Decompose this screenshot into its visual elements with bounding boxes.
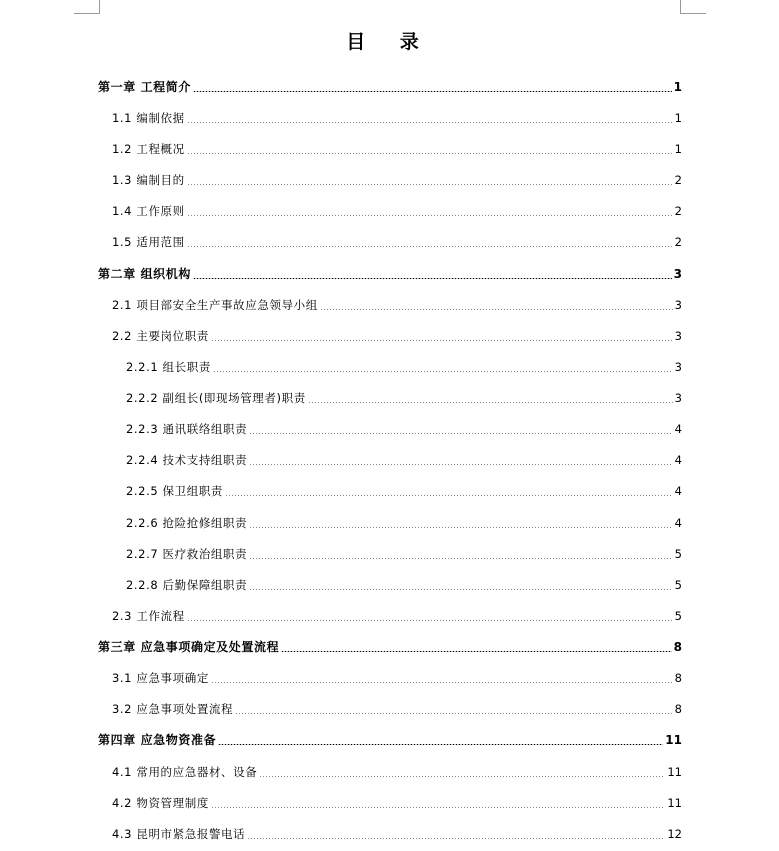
toc-entry-page-number: 12 bbox=[667, 827, 682, 841]
toc-entry-label: 4.3 昆明市紧急报警电话 bbox=[112, 827, 246, 841]
toc-entry-label: 第一章 工程简介 bbox=[98, 80, 191, 94]
toc-entry-label: 3.1 应急事项确定 bbox=[112, 671, 209, 685]
toc-entry-label: 2.2.6 抢险抢修组职责 bbox=[126, 516, 248, 530]
toc-entry-label: 2.2.4 技术支持组职责 bbox=[126, 453, 248, 467]
dot-leader bbox=[320, 309, 673, 310]
toc-entry[interactable] bbox=[112, 606, 682, 626]
toc-entry-label: 2.2 主要岗位职责 bbox=[112, 329, 209, 343]
toc-entry[interactable] bbox=[126, 544, 682, 564]
toc-entry-label: 2.2.7 医疗救治组职责 bbox=[126, 547, 248, 561]
dot-leader bbox=[213, 371, 673, 372]
dot-leader bbox=[193, 278, 672, 279]
dot-leader bbox=[249, 464, 672, 465]
toc-entry[interactable] bbox=[112, 108, 682, 128]
toc-entry-label: 2.3 工作流程 bbox=[112, 609, 185, 623]
toc-entry-page-number: 11 bbox=[665, 733, 682, 747]
dot-leader bbox=[187, 153, 673, 154]
toc-entry-label: 第三章 应急事项确定及处置流程 bbox=[98, 640, 280, 654]
toc-entry[interactable] bbox=[126, 575, 682, 595]
toc-entry-label: 1.2 工程概况 bbox=[112, 142, 185, 156]
toc-entry-label: 4.2 物资管理制度 bbox=[112, 796, 209, 810]
toc-entry-label: 4.1 常用的应急器材、设备 bbox=[112, 765, 258, 779]
toc-entry-page-number: 4 bbox=[674, 422, 682, 436]
toc-entry[interactable] bbox=[126, 419, 682, 439]
toc-entry[interactable] bbox=[112, 824, 682, 844]
toc-entry-label: 2.2.5 保卫组职责 bbox=[126, 484, 224, 498]
toc-entry-label: 2.2.2 副组长(即现场管理者)职责 bbox=[126, 391, 306, 405]
toc-entry[interactable] bbox=[112, 793, 682, 813]
toc-entry[interactable] bbox=[112, 668, 682, 688]
dot-leader bbox=[193, 91, 672, 92]
dot-leader bbox=[247, 838, 665, 839]
corner-mark-right-h bbox=[680, 13, 706, 14]
toc-entry-page-number: 3 bbox=[673, 267, 682, 281]
toc-entry[interactable] bbox=[98, 77, 682, 97]
dot-leader bbox=[187, 215, 673, 216]
toc-entry-page-number: 4 bbox=[674, 453, 682, 467]
dot-leader bbox=[225, 495, 673, 496]
toc-entry[interactable] bbox=[98, 264, 682, 284]
toc-entry-page-number: 5 bbox=[674, 547, 682, 561]
toc-entry[interactable] bbox=[112, 295, 682, 315]
toc-entry[interactable] bbox=[112, 762, 682, 782]
dot-leader bbox=[249, 433, 672, 434]
toc-entry-page-number: 4 bbox=[674, 516, 682, 530]
toc-entry-page-number: 3 bbox=[674, 298, 682, 312]
dot-leader bbox=[187, 246, 673, 247]
dot-leader bbox=[249, 589, 672, 590]
dot-leader bbox=[218, 744, 663, 745]
dot-leader bbox=[211, 807, 665, 808]
dot-leader bbox=[259, 776, 665, 777]
dot-leader bbox=[211, 340, 673, 341]
dot-leader bbox=[249, 558, 672, 559]
toc-entry-page-number: 2 bbox=[674, 235, 682, 249]
toc-entry[interactable] bbox=[112, 201, 682, 221]
toc-entry-page-number: 8 bbox=[673, 640, 682, 654]
toc-entry[interactable] bbox=[126, 450, 682, 470]
corner-mark-left-h bbox=[74, 13, 100, 14]
toc-entry-page-number: 11 bbox=[667, 765, 682, 779]
toc-title: 目 录 bbox=[346, 31, 433, 53]
toc-entry-label: 2.1 项目部安全生产事故应急领导小组 bbox=[112, 298, 318, 312]
toc-entry-label: 3.2 应急事项处置流程 bbox=[112, 702, 234, 716]
toc-entry-page-number: 3 bbox=[674, 391, 682, 405]
dot-leader bbox=[249, 527, 672, 528]
toc-entry-page-number: 4 bbox=[674, 484, 682, 498]
toc-entry-label: 2.2.1 组长职责 bbox=[126, 360, 211, 374]
dot-leader bbox=[187, 122, 673, 123]
toc-entry-page-number: 1 bbox=[674, 111, 682, 125]
dot-leader bbox=[281, 651, 671, 652]
toc-entry-label: 第四章 应急物资准备 bbox=[98, 733, 217, 747]
toc-entry-page-number: 2 bbox=[674, 173, 682, 187]
toc-entry-page-number: 11 bbox=[667, 796, 682, 810]
toc-entry[interactable] bbox=[126, 513, 682, 533]
toc-entry-label: 1.1 编制依据 bbox=[112, 111, 185, 125]
toc-entry-label: 2.2.8 后勤保障组职责 bbox=[126, 578, 248, 592]
toc-entry[interactable] bbox=[98, 730, 682, 750]
toc-entry-label: 1.5 适用范围 bbox=[112, 235, 185, 249]
dot-leader bbox=[187, 184, 673, 185]
toc-entry-page-number: 3 bbox=[674, 360, 682, 374]
toc-entry-page-number: 2 bbox=[674, 204, 682, 218]
toc-entry-page-number: 1 bbox=[673, 80, 682, 94]
toc-entry-page-number: 8 bbox=[674, 702, 682, 716]
corner-mark-right-v bbox=[680, 0, 681, 13]
toc-entry[interactable] bbox=[126, 481, 682, 501]
toc-entry[interactable] bbox=[112, 170, 682, 190]
toc-entry-label: 1.4 工作原则 bbox=[112, 204, 185, 218]
dot-leader bbox=[187, 620, 673, 621]
toc-entry-label: 第二章 组织机构 bbox=[98, 267, 191, 281]
toc-entry-page-number: 8 bbox=[674, 671, 682, 685]
toc-entry-page-number: 3 bbox=[674, 329, 682, 343]
dot-leader bbox=[211, 682, 673, 683]
toc-entry-page-number: 5 bbox=[674, 578, 682, 592]
toc-entry[interactable] bbox=[112, 232, 682, 252]
toc-entry[interactable] bbox=[126, 388, 682, 408]
toc-entry-label: 2.2.3 通讯联络组职责 bbox=[126, 422, 248, 436]
toc-entry-page-number: 5 bbox=[674, 609, 682, 623]
toc-entry-page-number: 1 bbox=[674, 142, 682, 156]
toc-entry[interactable] bbox=[112, 699, 682, 719]
toc-entry[interactable] bbox=[126, 357, 682, 377]
corner-mark-left-v bbox=[99, 0, 100, 13]
dot-leader bbox=[308, 402, 673, 403]
toc-entry[interactable] bbox=[98, 637, 682, 657]
toc-entry[interactable] bbox=[112, 326, 682, 346]
dot-leader bbox=[235, 713, 673, 714]
toc-entry-label: 1.3 编制目的 bbox=[112, 173, 185, 187]
toc-entry[interactable] bbox=[112, 139, 682, 159]
